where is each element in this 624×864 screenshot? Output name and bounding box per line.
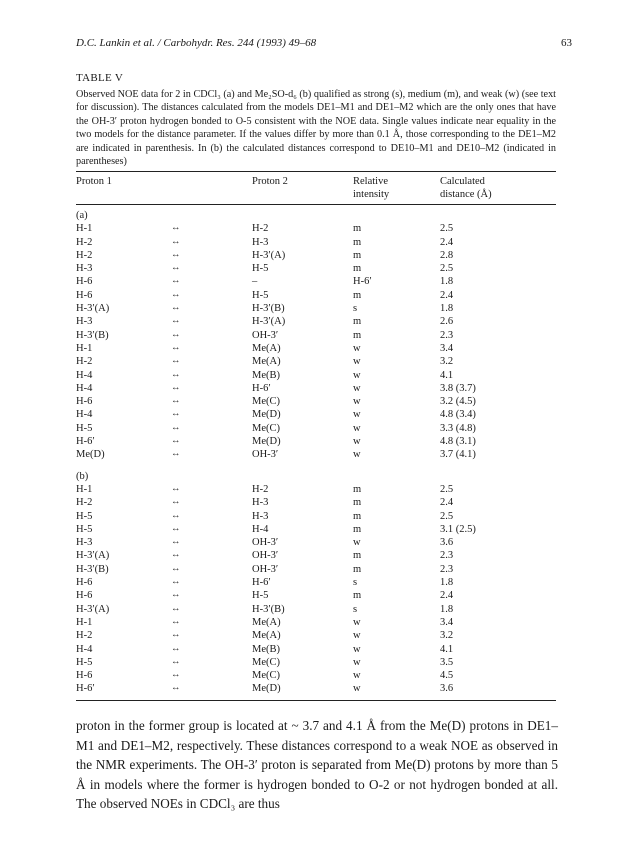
proton1-cell: H-3 (76, 263, 93, 275)
intensity-cell: m (353, 523, 362, 535)
arrow-cell: ↔ (171, 422, 181, 433)
distance-cell: 2.3 (440, 550, 454, 562)
proton2-cell: Me(D) (252, 683, 281, 695)
arrow-cell: ↔ (171, 483, 181, 494)
proton1-cell: H-4 (76, 409, 93, 421)
col-header-calc-line2: distance (Å) (440, 189, 492, 200)
distance-cell: 3.3 (4.8) (440, 422, 476, 434)
intensity-cell: w (353, 643, 361, 655)
table-row (76, 422, 556, 435)
group-label: (b) (76, 470, 89, 482)
intensity-cell: w (353, 396, 361, 408)
table-row (76, 536, 556, 549)
intensity-cell: H-6′ (353, 276, 372, 288)
distance-cell: 2.4 (440, 236, 454, 248)
table-row (76, 315, 556, 328)
table-row (76, 448, 556, 461)
proton2-cell: H-6′ (252, 382, 271, 394)
intensity-cell: m (353, 590, 362, 602)
intensity-cell: w (353, 369, 361, 381)
intensity-cell: w (353, 537, 361, 549)
table-row (76, 262, 556, 275)
distance-cell: 3.6 (440, 537, 454, 549)
table-row (76, 549, 556, 562)
intensity-cell: w (353, 449, 361, 461)
table-row (76, 382, 556, 395)
proton2-cell: Me(A) (252, 616, 281, 628)
proton2-cell: Me(A) (252, 630, 281, 642)
arrow-cell: ↔ (171, 643, 181, 654)
proton1-cell: H-4 (76, 382, 93, 394)
proton2-cell: H-4 (252, 523, 269, 535)
running-head: D.C. Lankin et al. / Carbohydr. Res. 244 (1993) 49–68 (76, 37, 317, 49)
table-row (76, 369, 556, 382)
intensity-cell: w (353, 356, 361, 368)
proton1-cell: H-2 (76, 356, 93, 368)
table-body (76, 209, 556, 696)
distance-cell: 2.5 (440, 263, 454, 275)
distance-cell: 3.5 (440, 656, 454, 668)
distance-cell: 2.5 (440, 510, 454, 522)
intensity-cell: w (353, 422, 361, 434)
arrow-cell: ↔ (171, 316, 181, 327)
col-header-relative-line2: intensity (353, 189, 390, 200)
arrow-cell: ↔ (171, 537, 181, 548)
col-header-relative-intensity (353, 175, 389, 201)
table-row (76, 669, 556, 682)
arrow-cell: ↔ (171, 550, 181, 561)
intensity-cell: s (353, 303, 358, 315)
distance-cell: 2.4 (440, 590, 454, 602)
intensity-cell: w (353, 382, 361, 394)
proton2-cell: H-2 (252, 483, 269, 495)
arrow-cell: ↔ (171, 670, 181, 681)
proton1-cell: H-5 (76, 422, 93, 434)
proton1-cell: H-1 (76, 483, 93, 495)
intensity-cell: w (353, 656, 361, 668)
table-row (76, 510, 556, 523)
table-label: TABLE V (76, 72, 124, 84)
arrow-cell: ↔ (171, 683, 181, 694)
arrow-cell: ↔ (171, 382, 181, 393)
intensity-cell: m (353, 249, 362, 261)
group-label-row (76, 209, 556, 222)
distance-cell: 2.8 (440, 249, 454, 261)
arrow-cell: ↔ (171, 449, 181, 460)
arrow-cell: ↔ (171, 263, 181, 274)
proton2-cell: Me(C) (252, 396, 280, 408)
distance-cell: 3.6 (440, 683, 454, 695)
proton1-cell: H-3′(A) (76, 603, 110, 615)
arrow-cell: ↔ (171, 409, 181, 420)
table-row (76, 589, 556, 602)
intensity-cell: w (353, 670, 361, 682)
table-row (76, 236, 556, 249)
proton2-cell: H-3′(A) (252, 249, 286, 261)
proton2-cell: Me(C) (252, 670, 280, 682)
proton1-cell: H-6′ (76, 436, 95, 448)
intensity-cell: s (353, 603, 358, 615)
distance-cell: 2.3 (440, 329, 454, 341)
table-row (76, 435, 556, 448)
table-row (76, 302, 556, 315)
proton1-cell: H-5 (76, 523, 93, 535)
table-row (76, 682, 556, 695)
distance-cell: 3.2 (440, 356, 454, 368)
proton2-cell: Me(D) (252, 436, 281, 448)
table-row (76, 656, 556, 669)
arrow-cell: ↔ (171, 436, 181, 447)
arrow-cell: ↔ (171, 223, 181, 234)
distance-cell: 1.8 (440, 276, 454, 288)
arrow-cell: ↔ (171, 356, 181, 367)
proton1-cell: H-1 (76, 616, 93, 628)
proton1-cell: H-5 (76, 510, 93, 522)
table-row (76, 342, 556, 355)
intensity-cell: m (353, 263, 362, 275)
table-row (76, 329, 556, 342)
proton1-cell: H-6 (76, 590, 93, 602)
distance-cell: 1.8 (440, 303, 454, 315)
distance-cell: 3.4 (440, 342, 454, 354)
table-row (76, 603, 556, 616)
distance-cell: 4.1 (440, 369, 454, 381)
arrow-cell: ↔ (171, 510, 181, 521)
distance-cell: 4.8 (3.1) (440, 436, 476, 448)
table-row (76, 576, 556, 589)
arrow-cell: ↔ (171, 523, 181, 534)
proton2-cell: H-3′(B) (252, 603, 285, 615)
arrow-cell: ↔ (171, 630, 181, 641)
col-header-relative-line1: Relative (353, 176, 388, 187)
arrow-cell: ↔ (171, 276, 181, 287)
distance-cell: 1.8 (440, 577, 454, 589)
table-row (76, 496, 556, 509)
intensity-cell: m (353, 236, 362, 248)
table-row (76, 249, 556, 262)
table-row (76, 629, 556, 642)
group-label-row (76, 470, 556, 483)
distance-cell: 2.5 (440, 483, 454, 495)
distance-cell: 3.1 (2.5) (440, 523, 476, 535)
group-label: (a) (76, 210, 88, 221)
proton2-cell: – (252, 276, 258, 288)
distance-cell: 3.4 (440, 616, 454, 628)
arrow-cell: ↔ (171, 603, 181, 614)
table-row (76, 523, 556, 536)
proton2-cell: Me(C) (252, 422, 280, 434)
distance-cell: 2.3 (440, 563, 454, 575)
intensity-cell: w (353, 630, 361, 642)
proton2-cell: Me(C) (252, 656, 280, 668)
proton1-cell: H-6 (76, 670, 93, 682)
proton1-cell: H-3′(A) (76, 303, 110, 315)
intensity-cell: w (353, 342, 361, 354)
proton1-cell: H-2 (76, 249, 93, 261)
proton1-cell: H-6 (76, 289, 93, 301)
intensity-cell: w (353, 616, 361, 628)
proton1-cell: H-3′(A) (76, 550, 110, 562)
intensity-cell: m (353, 510, 362, 522)
intensity-cell: m (353, 483, 362, 495)
proton2-cell: Me(A) (252, 342, 281, 354)
proton1-cell: H-4 (76, 369, 93, 381)
arrow-cell: ↔ (171, 497, 181, 508)
arrow-cell: ↔ (171, 289, 181, 300)
proton2-cell: H-5 (252, 590, 269, 602)
arrow-cell: ↔ (171, 342, 181, 353)
proton1-cell: H-6 (76, 396, 93, 408)
arrow-cell: ↔ (171, 329, 181, 340)
proton1-cell: H-2 (76, 236, 93, 248)
arrow-cell: ↔ (171, 590, 181, 601)
proton2-cell: OH-3′ (252, 550, 279, 562)
table-row (76, 483, 556, 496)
proton2-cell: H-6′ (252, 577, 271, 589)
proton1-cell: H-5 (76, 656, 93, 668)
proton2-cell: Me(D) (252, 409, 281, 421)
arrow-cell: ↔ (171, 236, 181, 247)
intensity-cell: w (353, 436, 361, 448)
arrow-cell: ↔ (171, 303, 181, 314)
table-row (76, 289, 556, 302)
proton2-cell: H-5 (252, 289, 269, 301)
distance-cell: 2.4 (440, 497, 454, 509)
proton2-cell: OH-3′ (252, 537, 279, 549)
proton1-cell: H-2 (76, 497, 93, 509)
distance-cell: 2.5 (440, 223, 454, 235)
table-row (76, 563, 556, 576)
table-row (76, 643, 556, 656)
intensity-cell: m (353, 563, 362, 575)
intensity-cell: m (353, 316, 362, 328)
proton1-cell: H-2 (76, 630, 93, 642)
distance-cell: 3.7 (4.1) (440, 449, 476, 461)
proton2-cell: H-3 (252, 236, 269, 248)
distance-cell: 3.8 (3.7) (440, 382, 476, 394)
proton2-cell: H-5 (252, 263, 269, 275)
table-row (76, 616, 556, 629)
arrow-cell: ↔ (171, 563, 181, 574)
proton2-cell: Me(A) (252, 356, 281, 368)
col-header-calc-line1: Calculated (440, 176, 485, 187)
distance-cell: 3.2 (4.5) (440, 396, 476, 408)
proton2-cell: H-3 (252, 510, 269, 522)
proton1-cell: H-3 (76, 316, 93, 328)
table-bottom-rule (76, 700, 556, 701)
table-caption: Observed NOE data for 2 in CDCl₃ (a) and Me₂SO-d₆ (b) qualified as strong (s), medium (m), and weak (w) (see text for discussion). The distances calculated from the models DE1–M1 and DE1–M2 which are the only ones that have the OH-3′ proton hydrogen bonded to O-5 consistent with the NOE data. Single values indicate near equality in the two models for the distance parameter. If the values differ by more than 0.1 Å, those corresponding to the DE1–M2 are indicated in parenthesis. In (b) the calculated distances correspond to DE10–M1 and DE10–M2 (indicated in parentheses) (76, 89, 556, 168)
table-row (76, 222, 556, 235)
distance-cell: 2.4 (440, 289, 454, 301)
arrow-cell: ↔ (171, 656, 181, 667)
arrow-cell: ↔ (171, 249, 181, 260)
proton1-cell: Me(D) (76, 449, 105, 461)
proton1-cell: H-1 (76, 223, 93, 235)
proton1-cell: H-3′(B) (76, 563, 109, 575)
proton1-cell: H-3 (76, 537, 93, 549)
distance-cell: 4.1 (440, 643, 454, 655)
intensity-cell: m (353, 223, 362, 235)
arrow-cell: ↔ (171, 369, 181, 380)
proton1-cell: H-4 (76, 643, 93, 655)
proton1-cell: H-1 (76, 342, 93, 354)
arrow-cell: ↔ (171, 396, 181, 407)
table-row (76, 408, 556, 421)
table-header-rule (76, 204, 556, 205)
proton2-cell: Me(B) (252, 643, 280, 655)
proton2-cell: Me(B) (252, 369, 280, 381)
proton1-cell: H-6′ (76, 683, 95, 695)
table-row (76, 355, 556, 368)
distance-cell: 4.5 (440, 670, 454, 682)
body-paragraph: proton in the former group is located at ~ 3.7 and 4.1 Å from the Me(D) protons in DE1–M1 and DE1–M2, respectively. These distances correspond to a weak NOE as observed in the NMR experiments. The OH-3′ proton is separated from Me(D) protons by more than 5 Å in models where the former is hydrogen bonded to O-2 or not hydrogen bonded at all. The observed NOEs in CDCl₃ are thus (76, 718, 558, 812)
table-row (76, 275, 556, 288)
proton1-cell: H-3′(B) (76, 329, 109, 341)
proton2-cell: H-3 (252, 497, 269, 509)
intensity-cell: s (353, 577, 358, 589)
proton1-cell: H-6 (76, 577, 93, 589)
intensity-cell: m (353, 329, 362, 341)
proton2-cell: OH-3′ (252, 449, 279, 461)
proton2-cell: H-3′(B) (252, 303, 285, 315)
distance-cell: 3.2 (440, 630, 454, 642)
col-header-proton2: Proton 2 (252, 176, 288, 187)
arrow-cell: ↔ (171, 616, 181, 627)
intensity-cell: w (353, 409, 361, 421)
table-row (76, 395, 556, 408)
distance-cell: 1.8 (440, 603, 454, 615)
col-header-proton1: Proton 1 (76, 176, 112, 187)
group-spacer (76, 462, 556, 470)
distance-cell: 4.8 (3.4) (440, 409, 476, 421)
proton2-cell: OH-3′ (252, 563, 279, 575)
proton2-cell: H-3′(A) (252, 316, 286, 328)
intensity-cell: m (353, 289, 362, 301)
table-top-rule (76, 171, 556, 172)
arrow-cell: ↔ (171, 577, 181, 588)
page-number: 63 (561, 37, 572, 49)
intensity-cell: m (353, 550, 362, 562)
proton1-cell: H-6 (76, 276, 93, 288)
proton2-cell: OH-3′ (252, 329, 279, 341)
col-header-calculated-distance (440, 175, 492, 201)
proton2-cell: H-2 (252, 223, 269, 235)
distance-cell: 2.6 (440, 316, 454, 328)
intensity-cell: m (353, 497, 362, 509)
intensity-cell: w (353, 683, 361, 695)
